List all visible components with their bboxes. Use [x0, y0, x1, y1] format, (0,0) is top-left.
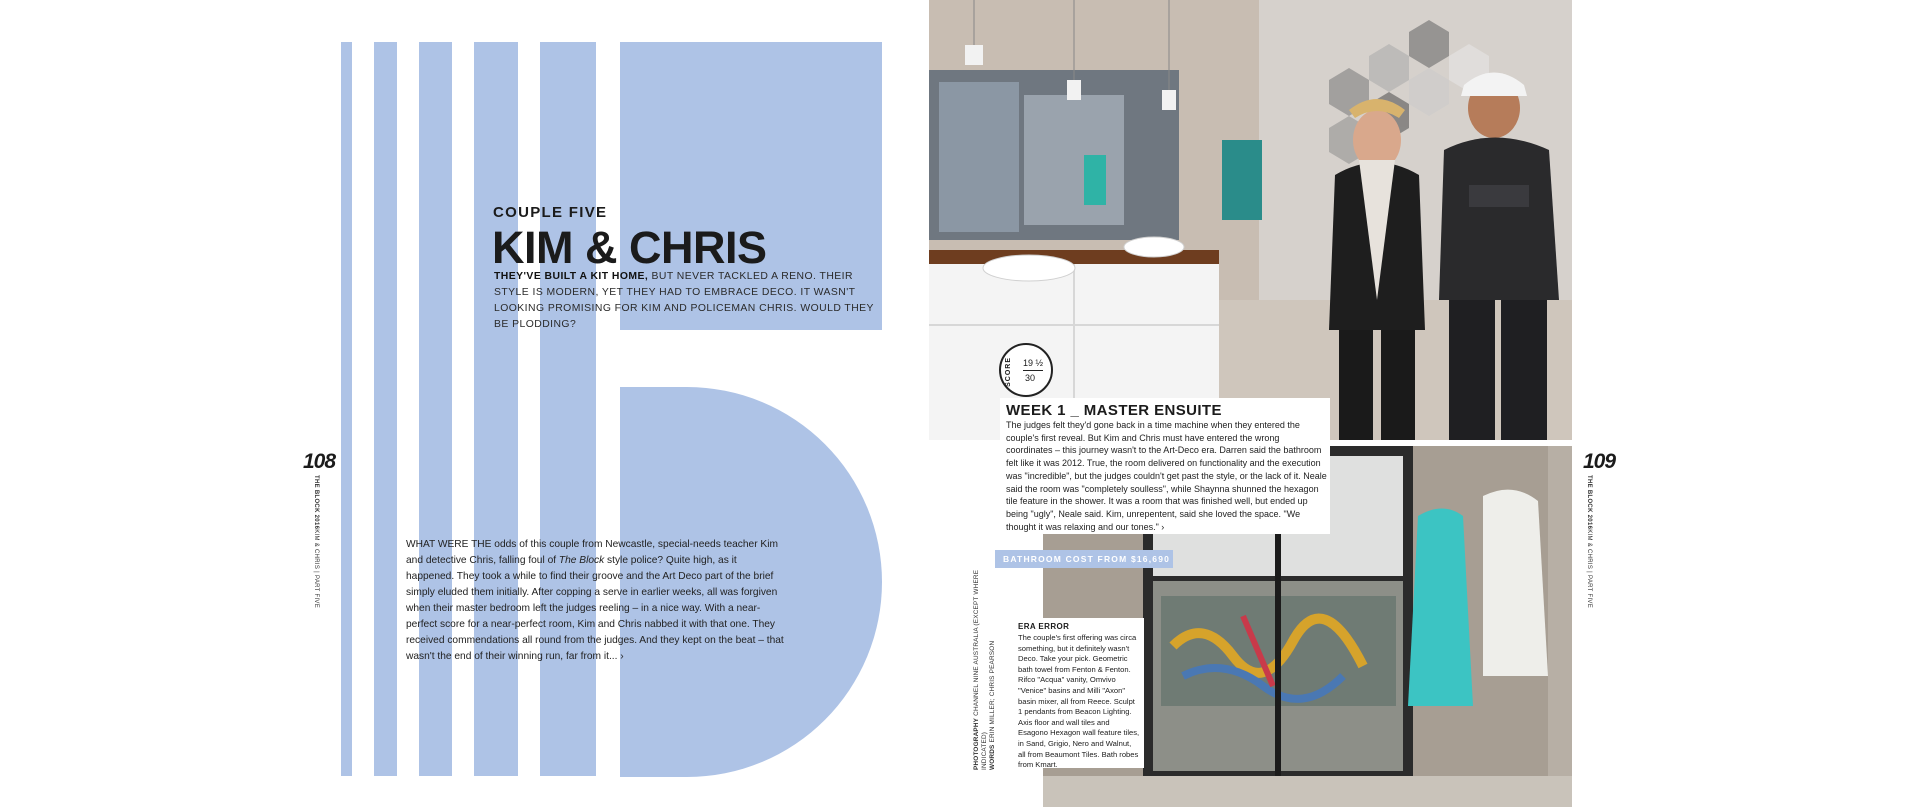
- page-number-right: 109: [1583, 450, 1616, 473]
- stripe-2: [374, 42, 397, 776]
- score-value: 19 ½: [1023, 358, 1044, 368]
- era-title: ERA ERROR: [1018, 622, 1070, 631]
- running-head-right-title: THE BLOCK 2016: [1586, 475, 1592, 530]
- score-total: 30: [1025, 373, 1036, 383]
- body-text-1: WHAT WERE THE odds of this couple from Newcastle, special-needs teacher Kim and detective Chris, falling foul of: [406, 539, 778, 566]
- stripe-1: [341, 42, 352, 776]
- score-divider: [1023, 370, 1043, 371]
- stripe-3: [419, 42, 452, 776]
- running-head-right-sub: KIM & CHRIS | PART FIVE: [1586, 529, 1592, 609]
- week-title: WEEK 1 _ MASTER ENSUITE: [1006, 402, 1222, 419]
- page-number-left: 108: [303, 450, 336, 473]
- credits-words-text: ERIN MILLER; CHRIS PEARSON: [989, 640, 996, 745]
- stripe-5: [540, 42, 596, 776]
- standfirst-text: BUT NEVER TACKLED A RENO. THEIR STYLE IS MODERN, YET THEY HAD TO EMBRACE DECO. IT WASN'T LOOKING PROMISING FOR KIM AND POLICEMAN CHRIS. WOULD THEY BE PLODDING?: [494, 271, 874, 330]
- photo-credits: [973, 530, 997, 770]
- running-head-left-title: THE BLOCK 2016: [313, 475, 319, 530]
- running-head-left-sub: KIM & CHRIS | PART FIVE: [313, 529, 319, 609]
- standfirst-lead: THEY'VE BUILT A KIT HOME,: [494, 271, 649, 282]
- couple-kicker: COUPLE FIVE: [493, 204, 608, 221]
- page-title: KIM & CHRIS: [492, 222, 767, 273]
- era-error-box: [1010, 618, 1144, 768]
- credits-photo-label: PHOTOGRAPHY: [973, 717, 980, 770]
- week-body: The judges felt they'd gone back in a time machine when they entered the couple's first reveal. But Kim and Chris must have entered the wrong coordinates – this journey wasn't to the Art-Deco era. Darren said the bathroom felt like it was 2012. True, the room delivered on functionality and the execution was "incredible", but the judges couldn't get past the style, or the lack of it. Neale said the room was "completely soulless", while Shaynna shunned the hexagon tile feature in the shower. It was a room that was finished well, but ended up being "ugly", Neale said. Kim, unrepentent, said she loved the space. "We thought it was relaxing and our tones." ›: [1006, 420, 1327, 532]
- body-text-2: style police? Quite high, as it happened. They took a while to find their groove and the Art Deco part of the brief simply eluded them initially. After copping a serve in earlier weeks, all was forgiven when their master bedroom left the judges reeling – in a nice way. With a near-perfect score for a near-perfect room, Kim and Chris nabbed it with that one. They received commendations all round from the judges. And they kept on the beat – that wasn't the end of their winning run, far from it... ›: [406, 555, 784, 662]
- credits-words-label: WORDS: [989, 744, 996, 770]
- body-title-italic: The Block: [558, 555, 605, 566]
- cost-tag: BATHROOM COST FROM $16,690: [995, 550, 1173, 568]
- week-review-box: [1000, 398, 1330, 534]
- credits-photo-text: CHANNEL NINE AUSTRALIA (EXCEPT WHERE INDICATED): [973, 569, 988, 770]
- running-head-left: [312, 475, 319, 608]
- standfirst: [494, 269, 884, 333]
- score-badge: [999, 343, 1053, 397]
- era-body: The couple's first offering was circa something, but it definitely wasn't Deco. Take your pick. Geometric bath towel from Fenton & Fenton. Rifco "Acqua" vanity, Omvivo "Venice" basins and Milli "Axon" basin mixer, all from Reece. Sculpt 1 pendants from Beacon Lighting. Axis floor and wall tiles and Esagono Hexagon wall feature tiles, in Sand, Grigio, Nero and Walnut, all from Beaumont Tiles. Bath robes from Kmart.: [1018, 633, 1140, 770]
- score-label: SCORE: [1005, 357, 1012, 387]
- stripe-4: [474, 42, 518, 776]
- article-body: [406, 537, 787, 665]
- running-head-right: [1585, 475, 1592, 608]
